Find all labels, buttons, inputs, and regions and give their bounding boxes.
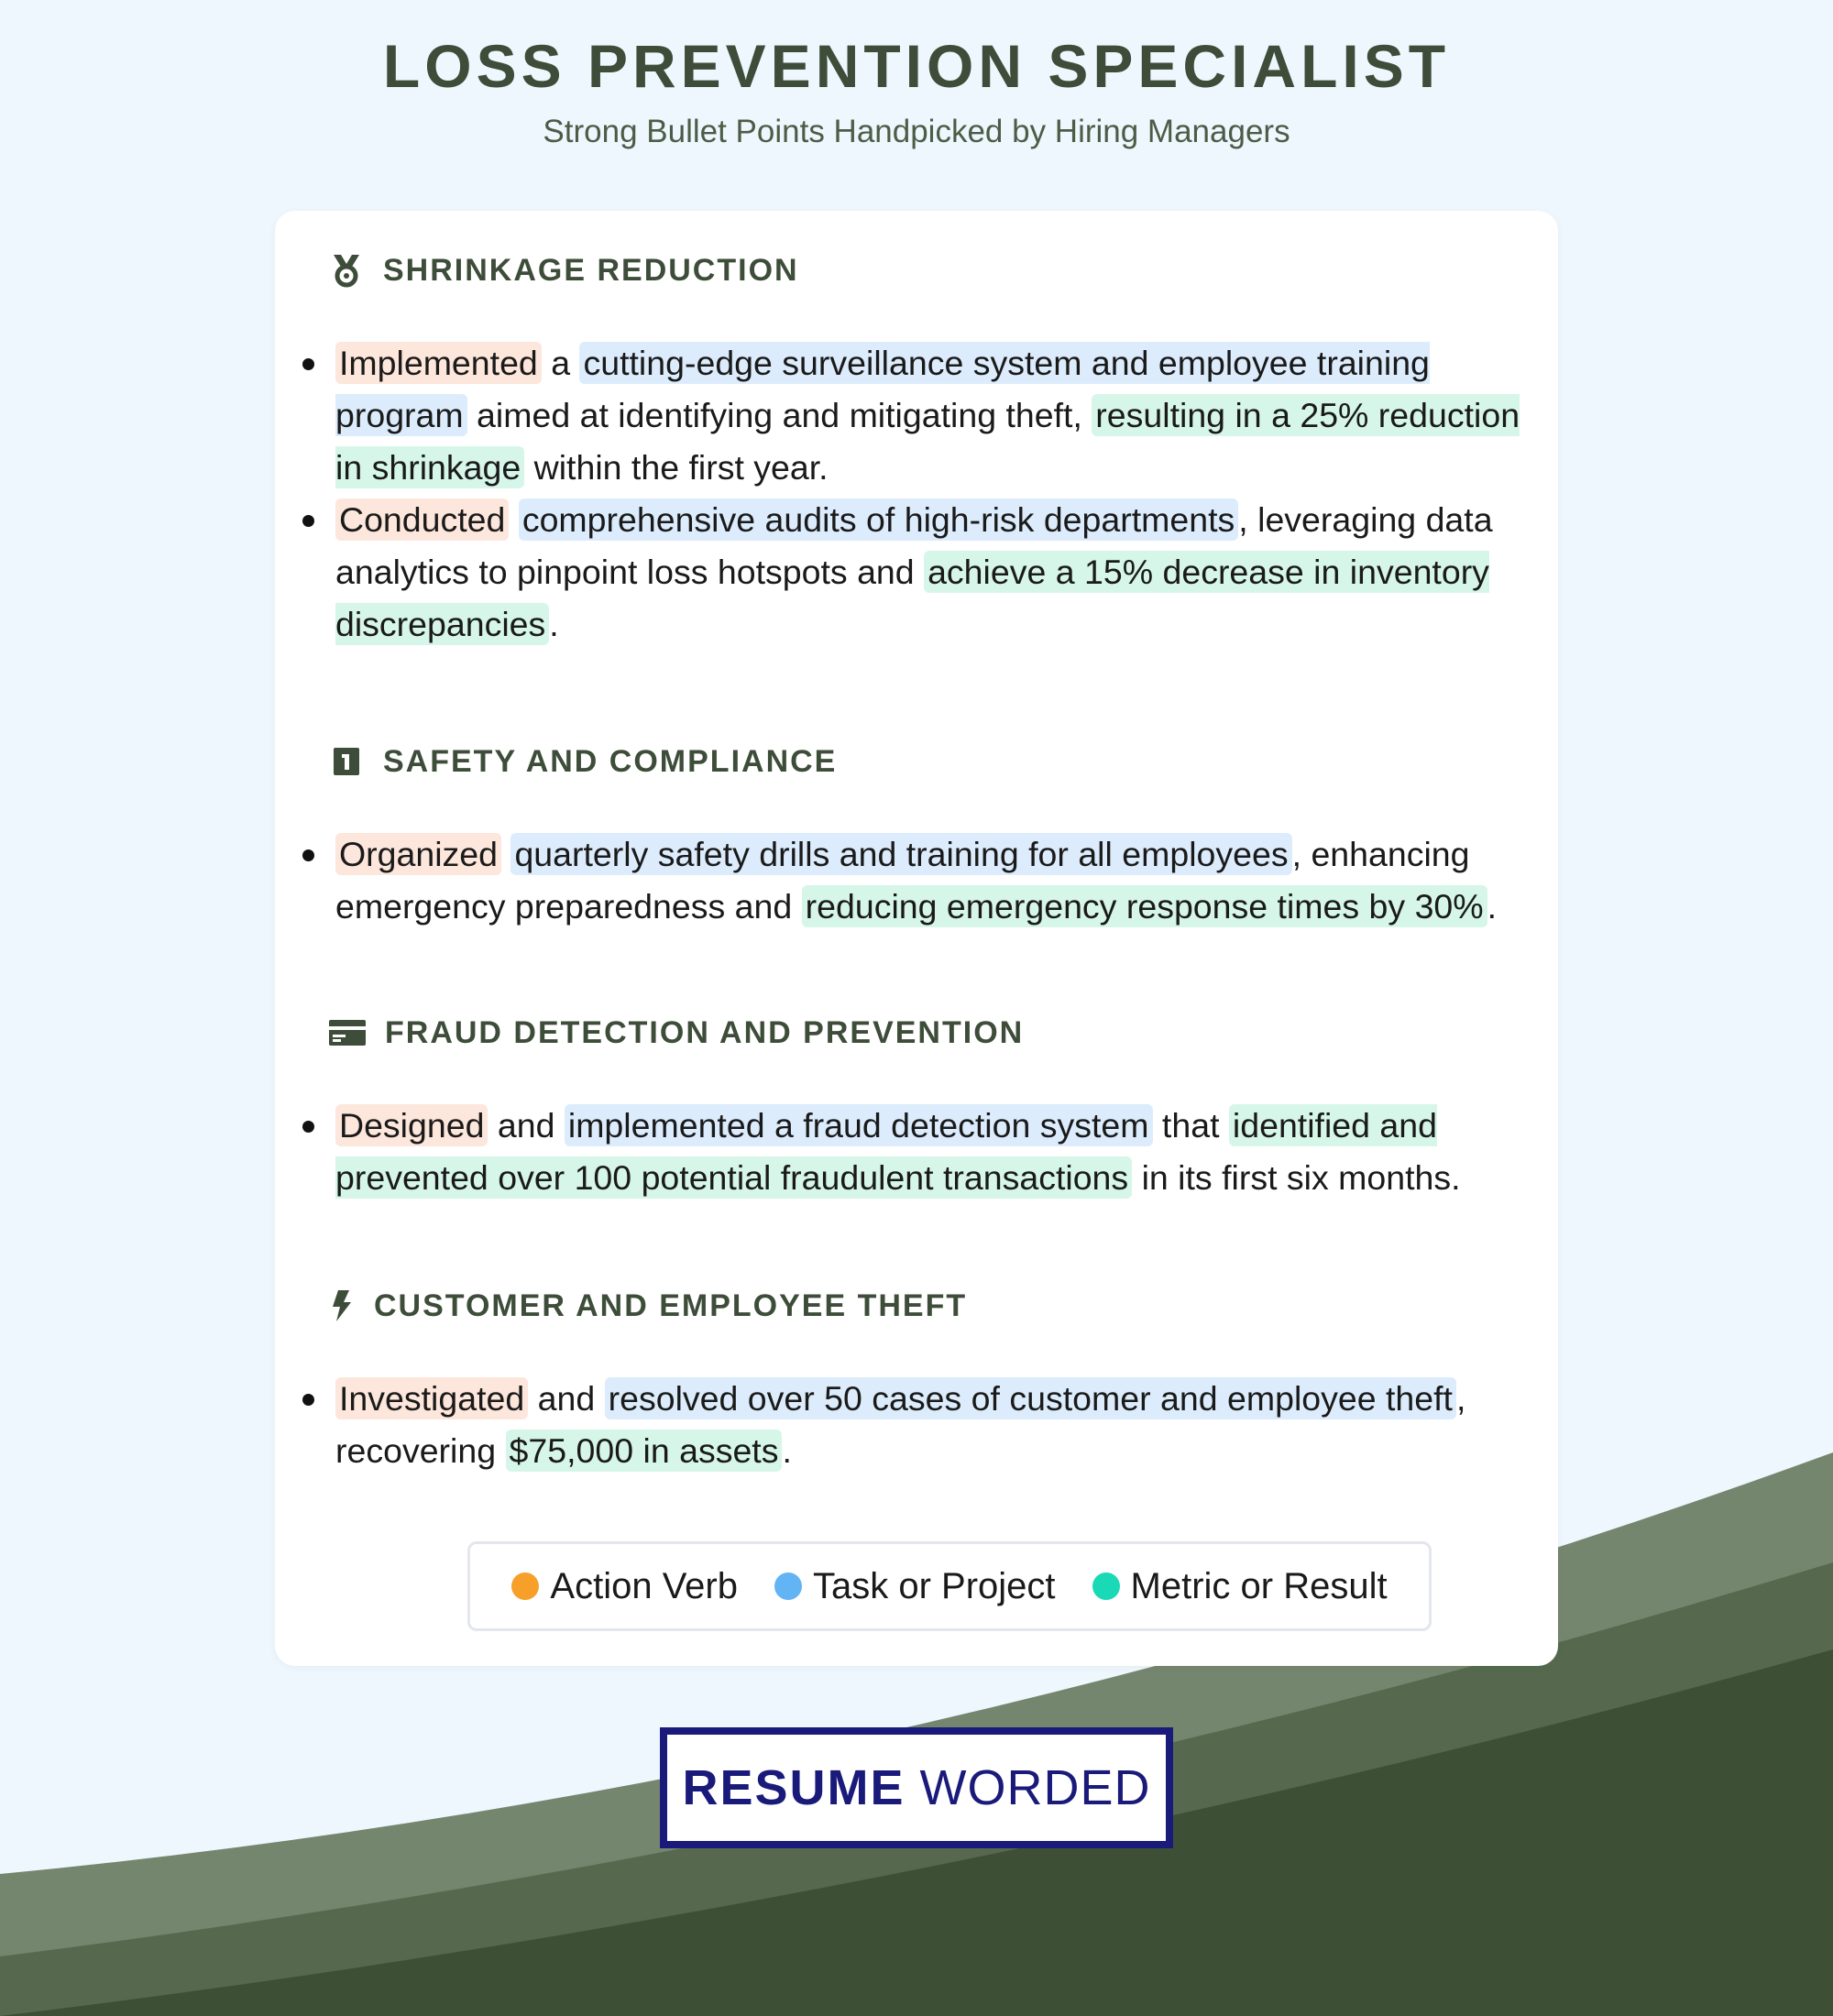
plain-text: and: [488, 1106, 565, 1145]
section-title: SHRINKAGE REDUCTION: [383, 252, 799, 288]
plain-text: and: [528, 1379, 605, 1418]
plain-text: .: [1487, 887, 1498, 926]
lightning-bolt-icon: [328, 1287, 356, 1324]
bullet-item: [275, 828, 1558, 933]
metric-phrase: $75,000 in assets: [506, 1430, 783, 1472]
teal-dot-icon: [1092, 1572, 1120, 1600]
logo-text-bold: RESUME: [682, 1760, 906, 1815]
plain-text: .: [782, 1431, 792, 1470]
medal-icon: [328, 252, 365, 289]
task-phrase: resolved over 50 cases of customer and employee theft: [605, 1377, 1456, 1419]
plain-text: a: [541, 344, 580, 382]
legend-item-task: [774, 1566, 1056, 1607]
section-title: CUSTOMER AND EMPLOYEE THEFT: [374, 1287, 968, 1323]
legend-item-metric: [1092, 1566, 1388, 1607]
legend-item-action-verb: [511, 1566, 738, 1607]
plain-text: , leveraging data analytics to pinpoint loss hotspots and: [335, 500, 1493, 591]
plain-text: within the first year.: [524, 448, 829, 487]
legend-label: Metric or Result: [1130, 1565, 1388, 1606]
bullet-points-card: [275, 211, 1558, 1666]
page-subtitle: Strong Bullet Points Handpicked by Hiring Managers: [543, 114, 1290, 149]
bullet-list-shrinkage: [275, 337, 1558, 651]
metric-phrase: achieve a 15% decrease in inventory discrepancies: [335, 553, 1489, 643]
section-header-customer-employee-theft: [328, 1283, 967, 1329]
id-badge-icon: [328, 743, 365, 780]
section-header-safety-and-compliance: [328, 739, 837, 784]
plain-text: [501, 835, 510, 873]
legend-label: Task or Project: [812, 1565, 1056, 1606]
logo-text-light: WORDED: [919, 1760, 1151, 1815]
bullet-item: [275, 1100, 1558, 1204]
bullet-item: [275, 494, 1558, 651]
task-phrase: quarterly safety drills and training for all employees: [510, 833, 1291, 875]
task-phrase: comprehensive audits of high-risk departments: [519, 499, 1238, 541]
resume-worded-logo: [660, 1727, 1173, 1848]
section-header-fraud-detection: [328, 1010, 1024, 1056]
action-verb: Conducted: [335, 499, 509, 541]
page-title: LOSS PREVENTION SPECIALIST: [382, 32, 1451, 100]
bullet-item: [275, 1373, 1558, 1477]
metric-phrase: reducing emergency response times by 30%: [802, 885, 1487, 927]
blue-dot-icon: [774, 1572, 802, 1600]
action-verb: Organized: [335, 833, 501, 875]
section-title: SAFETY AND COMPLIANCE: [383, 743, 838, 779]
bullet-list-fraud: [275, 1100, 1558, 1204]
bullet-item: [275, 337, 1558, 494]
orange-dot-icon: [511, 1572, 539, 1600]
credit-card-icon: [328, 1014, 367, 1051]
action-verb: Investigated: [335, 1377, 528, 1419]
plain-text: , enhancing emergency preparedness and: [335, 835, 1470, 926]
metric-phrase: identified and prevented over 100 potential fraudulent transactions: [335, 1106, 1438, 1197]
section-header-shrinkage-reduction: [328, 247, 799, 293]
plain-text: in its first six months.: [1132, 1158, 1461, 1197]
plain-text: [509, 500, 518, 539]
plain-text: .: [549, 605, 559, 643]
action-verb: Implemented: [335, 342, 542, 384]
legend-label: Action Verb: [550, 1565, 738, 1606]
bullet-list-safety: [275, 828, 1558, 933]
task-phrase: cutting-edge surveillance system and employee training program: [335, 344, 1430, 434]
plain-text: aimed at identifying and mitigating theft,: [466, 396, 1092, 434]
section-title: FRAUD DETECTION AND PREVENTION: [385, 1014, 1025, 1050]
metric-phrase: resulting in a 25% reduction in shrinkage: [335, 396, 1520, 487]
highlight-legend: [467, 1541, 1432, 1631]
action-verb: Designed: [335, 1104, 488, 1146]
task-phrase: implemented a fraud detection system: [565, 1104, 1153, 1146]
bullet-list-theft: [275, 1373, 1558, 1477]
plain-text: , recovering: [335, 1379, 1466, 1470]
plain-text: that: [1152, 1106, 1229, 1145]
